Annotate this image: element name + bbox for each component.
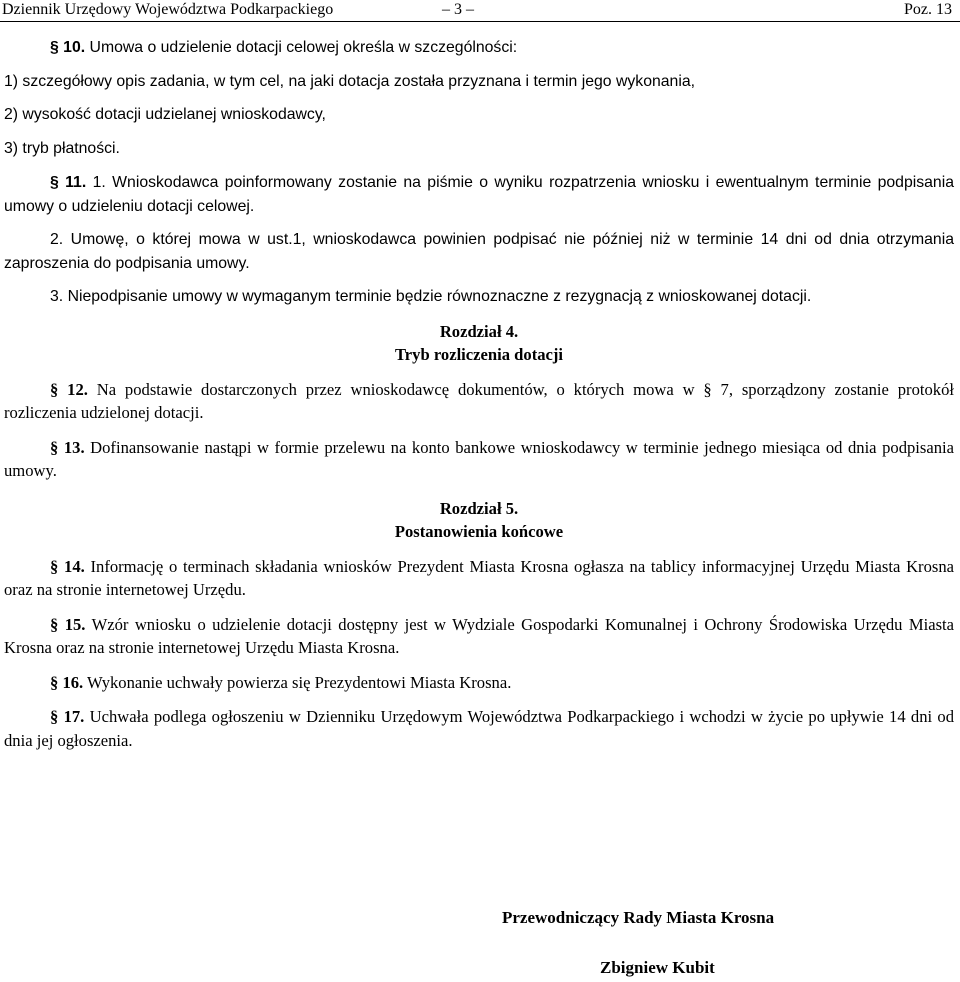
section-13 bbox=[4, 436, 954, 483]
header-rule bbox=[0, 21, 960, 22]
section-text: Dofinansowanie nastąpi w formie przelewu na konto bankowe wnioskodawcy w terminie jednego miesiąca od dnia podpisania umowy. bbox=[4, 437, 954, 480]
chapter-5-title: Postanowienia końcowe bbox=[394, 522, 564, 541]
chapter-4-label: Rozdział 4. bbox=[439, 321, 519, 341]
section-11-para-3: 3. Niepodpisanie umowy w wymaganym terminie będzie równoznaczne z rezygnacją z wnioskowanej dotacji. bbox=[50, 288, 812, 305]
section-text: Na podstawie dostarczonych przez wnioskodawcę dokumentów, o których mowa w § 7, sporządzony zostanie protokół rozliczenia udzielonej dotacji. bbox=[4, 379, 954, 422]
page-header bbox=[0, 0, 960, 22]
section-10-item-1: 1) szczegółowy opis zadania, w tym cel, na jaki dotacja została przyznana i termin jego wykonania, bbox=[4, 72, 696, 90]
section-text: Uchwała podlega ogłoszeniu w Dzienniku Urzędowym Województwa Podkarpackiego i wchodzi w życie po upływie 14 dni od dnia jej ogłoszenia. bbox=[4, 707, 954, 750]
position-number: Poz. 13 bbox=[904, 1, 952, 18]
section-number: § 12. bbox=[50, 379, 88, 399]
page-marker: – 3 – bbox=[442, 1, 474, 18]
section-10-intro bbox=[4, 36, 954, 60]
section-17 bbox=[4, 705, 954, 752]
chapter-5-label: Rozdział 5. bbox=[439, 498, 519, 518]
section-12 bbox=[4, 378, 954, 425]
section-11-para-1 bbox=[4, 171, 954, 218]
section-text: 1. Wnioskodawca poinformowany zostanie na piśmie o wyniku rozpatrzenia wniosku i ewentualnym terminie podpisania umowy o udzieleniu dotacji celowej. bbox=[4, 174, 955, 215]
signature-name: Zbigniew Kubit bbox=[600, 958, 715, 977]
signature-role: Przewodniczący Rady Miasta Krosna bbox=[502, 908, 775, 927]
section-text: Wykonanie uchwały powierza się Prezydentowi Miasta Krosna. bbox=[87, 672, 512, 692]
section-10-item-2: 2) wysokość dotacji udzielanej wnioskodawcy, bbox=[4, 106, 326, 123]
section-11-para-2: 2. Umowę, o której mowa w ust.1, wnioskodawca powinien podpisać nie później niż w terminie 14 dni od dnia otrzymania zaproszenia do podpisania umowy. bbox=[4, 231, 954, 272]
chapter-4-title: Tryb rozliczenia dotacji bbox=[394, 345, 564, 364]
section-number: § 17. bbox=[50, 707, 85, 726]
section-number: § 15. bbox=[50, 614, 86, 634]
publication-title: Dziennik Urzędowy Województwa Podkarpackiego bbox=[2, 1, 334, 18]
section-number: § 16. bbox=[50, 672, 84, 692]
section-text: Wzór wniosku o udzielenie dotacji dostępny jest w Wydziale Gospodarki Komunalnej i Ochrony Środowiska Urzędu Miasta Krosna oraz na stronie internetowej Urzędu Miasta Krosna. bbox=[4, 614, 955, 657]
section-10-item-3: 3) tryb płatności. bbox=[4, 139, 120, 157]
section-text: Informację o terminach składania wniosków Prezydent Miasta Krosna ogłasza na tablicy informacyjnej Urzędu Miasta Krosna oraz na stronie internetowej Urzędu. bbox=[4, 556, 954, 599]
section-14 bbox=[4, 555, 954, 602]
section-16 bbox=[4, 671, 954, 695]
section-text: Umowa o udzielenie dotacji celowej określa w szczególności: bbox=[89, 39, 518, 56]
section-number: § 11. bbox=[50, 174, 87, 191]
section-number: § 14. bbox=[50, 556, 85, 576]
document-body bbox=[4, 36, 954, 752]
section-number: § 13. bbox=[50, 437, 85, 457]
section-15 bbox=[4, 613, 954, 660]
section-number: § 10. bbox=[50, 39, 86, 56]
